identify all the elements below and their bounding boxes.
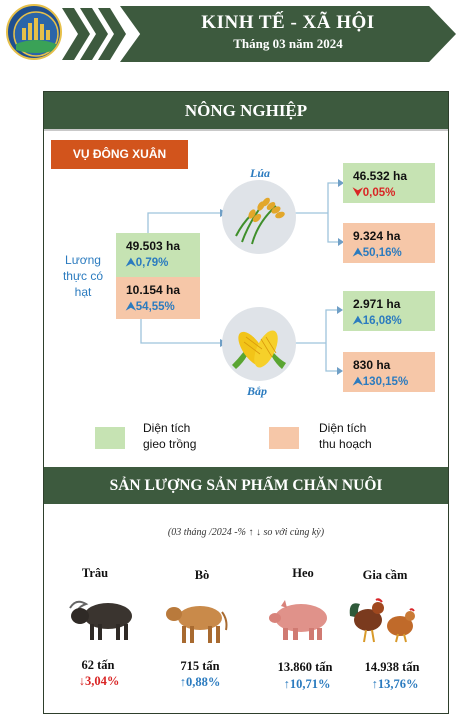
rice-illustration bbox=[222, 180, 296, 254]
cow-icon bbox=[164, 598, 230, 646]
livestock-value: 715 tấn bbox=[180, 659, 220, 673]
rice-icon bbox=[222, 180, 296, 254]
corn-illustration bbox=[222, 307, 296, 381]
corn-harvested-change: ⮝130,15% bbox=[353, 376, 409, 388]
season-badge: VỤ ĐÔNG XUÂN bbox=[51, 140, 188, 169]
poultry-icon bbox=[346, 596, 424, 644]
grain-planted-box: 49.503 ha ⮝0,79% bbox=[116, 233, 200, 277]
corn-icon bbox=[222, 307, 296, 381]
corn-planted-change: ⮝16,08% bbox=[353, 315, 402, 327]
rice-planted-change: ⮟0,05% bbox=[353, 187, 396, 199]
livestock-change: ↑13,76% bbox=[371, 677, 419, 691]
livestock-change: ↑10,71% bbox=[283, 677, 331, 691]
livestock-note: (03 tháng /2024 -% ↑ ↓ so với cùng kỳ) bbox=[167, 527, 325, 538]
rice-harvested-box: 9.324 ha ⮝50,16% bbox=[343, 223, 435, 263]
corn-planted-box: 2.971 ha ⮝16,08% bbox=[343, 291, 435, 331]
livestock-name: Bò bbox=[194, 568, 210, 582]
livestock-section-title: SẢN LƯỢNG SẢN PHẨM CHĂN NUÔI bbox=[44, 467, 448, 504]
grain-harvested-change: ⮝54,55% bbox=[126, 301, 175, 313]
livestock-change: ↓3,04% bbox=[78, 674, 120, 688]
rice-planted-box: 46.532 ha ⮟0,05% bbox=[343, 163, 435, 203]
corn-label: Bắp bbox=[247, 384, 268, 398]
page-subtitle: Tháng 03 năm 2024 bbox=[233, 36, 343, 51]
livestock-change: ↑0,88% bbox=[179, 675, 221, 689]
legend-planted-swatch bbox=[95, 427, 125, 449]
buffalo-icon bbox=[66, 594, 138, 644]
rice-harvested-change: ⮝50,16% bbox=[353, 247, 402, 259]
livestock-value: 13.860 tấn bbox=[277, 660, 333, 674]
legend-harvested-swatch bbox=[269, 427, 299, 449]
pig-icon bbox=[267, 600, 333, 642]
corn-harvested-box: 830 ha ⮝130,15% bbox=[343, 352, 435, 392]
livestock-value: 14.938 tấn bbox=[364, 660, 420, 674]
grain-harvested-box: 10.154 ha ⮝54,55% bbox=[116, 277, 200, 319]
legend-harvested-label: Diện tích thu hoạch bbox=[319, 421, 372, 451]
grain-planted-change: ⮝0,79% bbox=[126, 257, 169, 269]
agriculture-section-title: NÔNG NGHIỆP bbox=[44, 92, 448, 130]
page-title: KINH TẾ - XÃ HỘI bbox=[201, 12, 375, 33]
livestock-name: Trâu bbox=[81, 566, 109, 580]
livestock-value: 62 tấn bbox=[81, 658, 115, 672]
livestock-name: Gia cầm bbox=[362, 568, 408, 582]
grain-label: Lương thực có hạt bbox=[62, 253, 104, 299]
livestock-name: Heo bbox=[292, 566, 314, 580]
rice-label: Lúa bbox=[250, 166, 271, 180]
legend-planted-label: Diện tích gieo trồng bbox=[143, 421, 197, 451]
